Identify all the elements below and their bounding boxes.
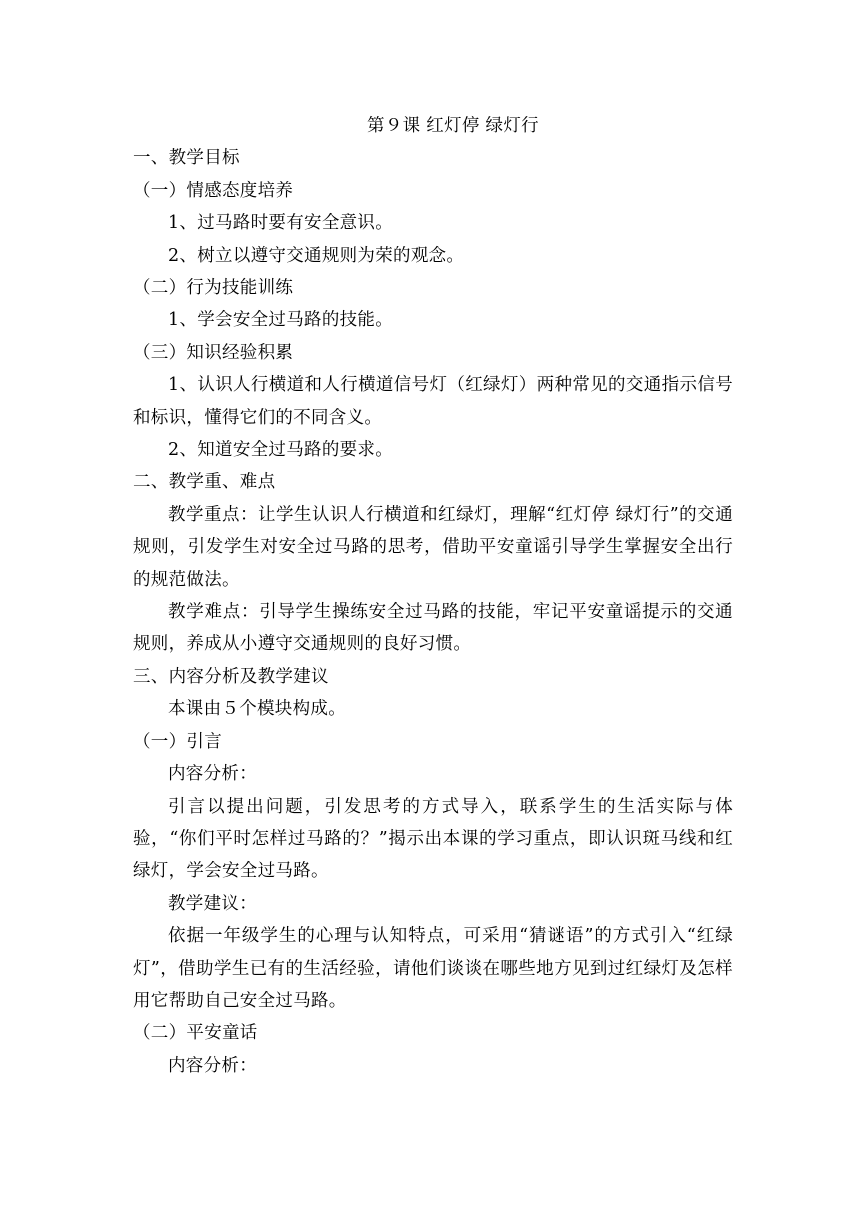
section-heading-1: 一、教学目标 bbox=[133, 148, 240, 169]
paragraph: 教学重点：让学生认识人行横道和红绿灯，理解“红灯停 绿灯行”的交通规则，引发学生对安全过马路的思考，借助平安童谣引导学生掌握安全出行的规范做法。 bbox=[133, 504, 733, 590]
subsection-heading: （一）情感态度培养 bbox=[133, 180, 294, 201]
subsection-heading: （一）引言 bbox=[133, 731, 222, 752]
label-line: 内容分析： bbox=[168, 764, 257, 785]
label-line: 教学建议： bbox=[168, 893, 257, 914]
label-line: 内容分析： bbox=[168, 1055, 257, 1076]
list-item: 1、认识人行横道和人行横道信号灯（红绿灯）两种常见的交通指示信号和标识，懂得它们的不同含义。 bbox=[133, 375, 733, 428]
list-item: 2、树立以遵守交通规则为荣的观念。 bbox=[168, 245, 465, 266]
paragraph: 依据一年级学生的心理与认知特点，可采用“猜谜语”的方式引入“红绿灯”，借助学生已有的生活经验，请他们谈谈在哪些地方见到过红绿灯及怎样用它帮助自己安全过马路。 bbox=[133, 926, 733, 1011]
subsection-heading: （二）平安童话 bbox=[133, 1023, 258, 1044]
section-heading-3: 三、内容分析及教学建议 bbox=[133, 666, 329, 687]
document-body bbox=[133, 110, 733, 1082]
paragraph: 教学难点：引导学生操练安全过马路的技能，牢记平安童谣提示的交通规则，养成从小遵守交通规则的良好习惯。 bbox=[133, 602, 733, 655]
lesson-title: 第９课 红灯停 绿灯行 bbox=[367, 116, 539, 136]
document-blocks bbox=[133, 142, 733, 1082]
list-item: 2、知道安全过马路的要求。 bbox=[168, 440, 394, 461]
paragraph: 本课由５个模块构成。 bbox=[168, 699, 346, 720]
section-heading-2: 二、教学重、难点 bbox=[133, 472, 276, 493]
list-item: 1、学会安全过马路的技能。 bbox=[168, 310, 394, 331]
subsection-heading: （二）行为技能训练 bbox=[133, 278, 294, 299]
paragraph: 引言以提出问题，引发思考的方式导入，联系学生的生活实际与体验，“你们平时怎样过马路的？”揭示出本课的学习重点，即认识斑马线和红绿灯，学会安全过马路。 bbox=[133, 796, 733, 882]
subsection-heading: （三）知识经验积累 bbox=[133, 342, 294, 363]
list-item: 1、过马路时要有安全意识。 bbox=[168, 213, 394, 234]
